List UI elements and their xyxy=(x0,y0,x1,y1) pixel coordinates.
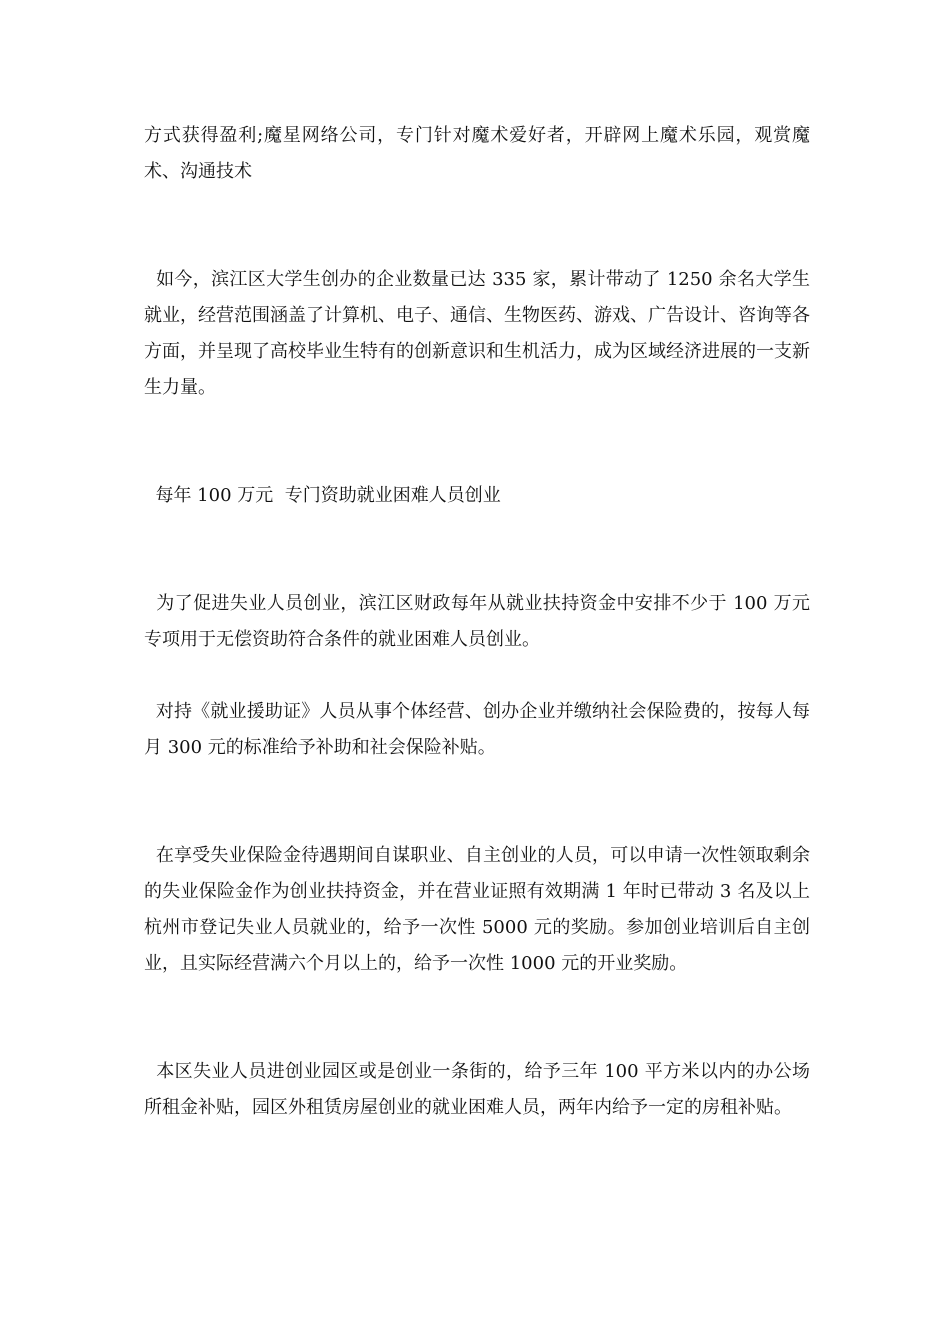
paragraph-1: 方式获得盈利;魔星网络公司，专门针对魔术爱好者，开辟网上魔术乐园，观赏魔术、沟通技术 xyxy=(144,125,810,182)
paragraph-3: 为了促进失业人员创业，滨江区财政每年从就业扶持资金中安排不少于 100 万元专项用于无偿资助符合条件的就业困难人员创业。 xyxy=(144,593,810,650)
paragraph-6: 本区失业人员进创业园区或是创业一条街的，给予三年 100 平方米以内的办公场所租金补贴，园区外租赁房屋创业的就业困难人员，两年内给予一定的房租补贴。 xyxy=(144,1061,810,1118)
section-heading: 每年 100 万元 专门资助就业困难人员创业 xyxy=(144,485,501,506)
paragraph-5: 在享受失业保险金待遇期间自谋职业、自主创业的人员，可以申请一次性领取剩余的失业保险金作为创业扶持资金，并在营业证照有效期满 1 年时已带动 3 名及以上杭州市登记失业人员就业的，给予一次性 5000 元的奖励。参加创业培训后自主创业，且实际经营满六个月以上的，给予一次性 1000 元的开业奖励。 xyxy=(144,845,811,974)
paragraph-2: 如今，滨江区大学生创办的企业数量已达 335 家，累计带动了 1250 余名大学生就业，经营范围涵盖了计算机、电子、通信、生物医药、游戏、广告设计、咨询等各方面，并呈现了高校毕业生特有的创新意识和生机活力，成为区域经济进展的一支新生力量。 xyxy=(144,269,810,398)
paragraph-4: 对持《就业援助证》人员从事个体经营、创办企业并缴纳社会保险费的，按每人每月 300 元的标准给予补助和社会保险补贴。 xyxy=(144,701,811,758)
